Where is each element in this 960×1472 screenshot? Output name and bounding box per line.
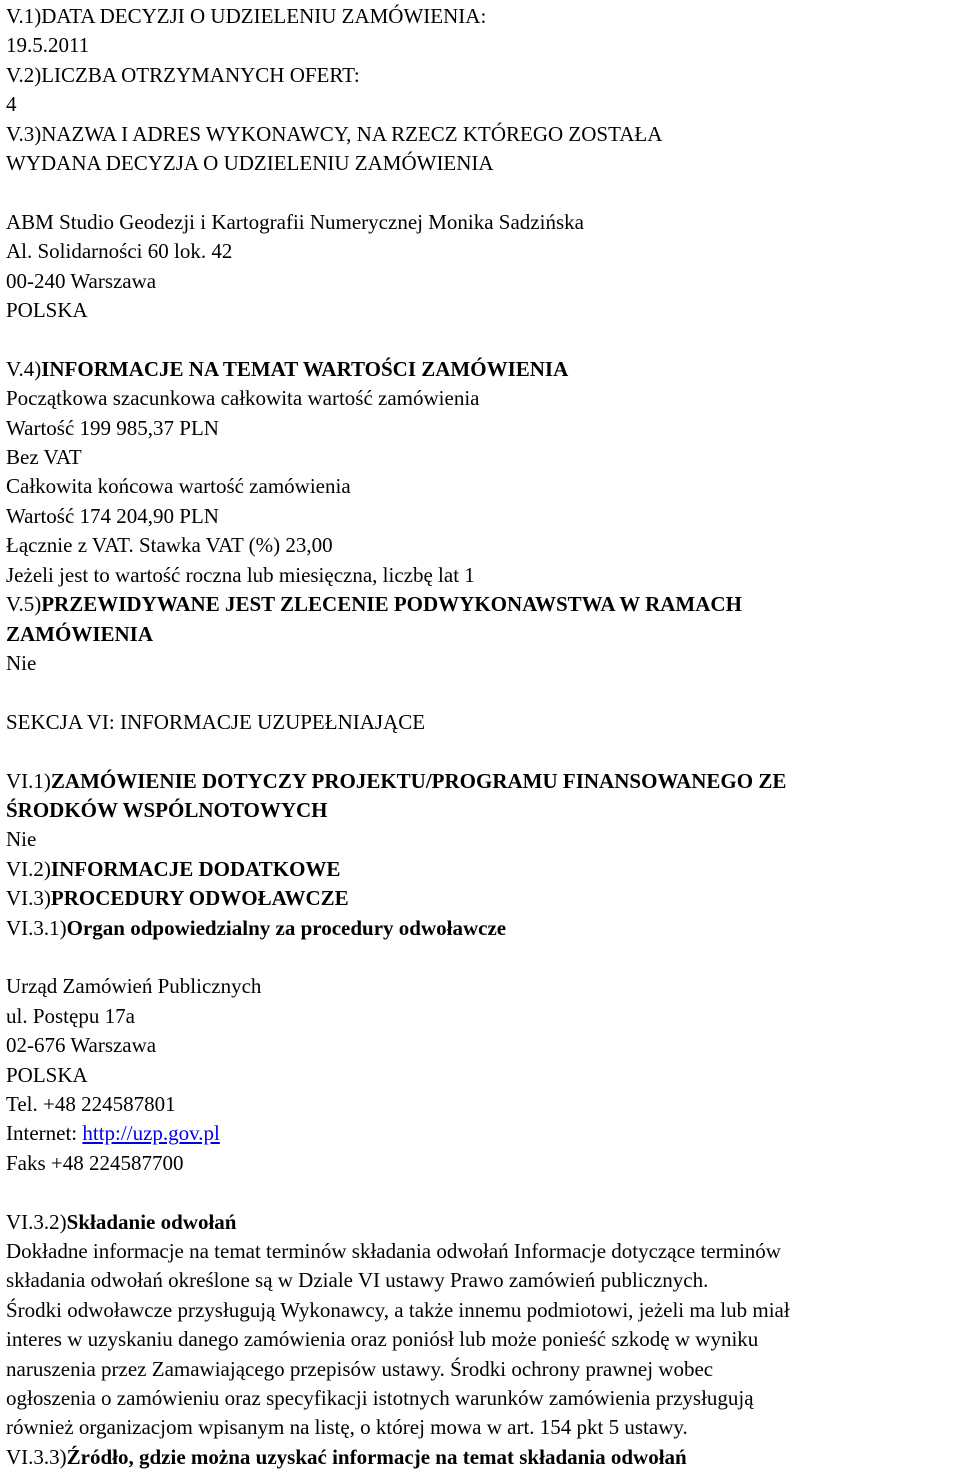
authority-fax: Faks +48 224587700 [6,1150,184,1175]
authority-line: POLSKA [6,1062,88,1087]
spacer [6,325,960,354]
contractor-name: ABM Studio Geodezji i Kartografii Numerycznej Monika Sadzińska [6,209,584,234]
section-vi32-heading [6,1208,960,1237]
appeal-text-line: również organizacjom wpisanym na listę, o której mowa w art. 154 pkt 5 ustawy. [6,1415,688,1440]
section-v3-heading [6,120,960,149]
offers-count: 4 [6,92,17,117]
section-v4-heading [6,355,960,384]
section-v1-title: DATA DECYZJI O UDZIELENIU ZAMÓWIENIA: [41,4,487,28]
section-v3-prefix: V.3) [6,121,42,146]
section-vi1-prefix: VI.1) [6,768,51,793]
section-vi32-prefix: VI.3.2) [6,1209,67,1234]
section-v2-prefix: V.2) [6,62,42,87]
authority-line: ul. Postępu 17a [6,1003,135,1028]
authority-internet [6,1119,960,1148]
section-v5-title-line2: ZAMÓWIENIA [6,621,154,646]
section-v2-heading [6,61,960,90]
value-line: Łącznie z VAT. Stawka VAT (%) 23,00 [6,533,333,558]
section-vi33-title: Źródło, gdzie można uzyskać informacje na temat składania odwołań [66,1444,687,1469]
section-vi33-heading [6,1443,960,1472]
value-line: Wartość 174 204,90 PLN [6,503,219,528]
section-vi3-prefix: VI.3) [6,886,51,911]
section-vi2-prefix: VI.2) [6,856,51,881]
section-v2-title: LICZBA OTRZYMANYCH OFERT: [41,62,360,87]
subcontract-answer: Nie [6,650,37,675]
section-v3-title-line2: WYDANA DECYZJA O UDZIELENIU ZAMÓWIENIA [6,151,494,176]
internet-label: Internet: [6,1121,83,1146]
section-v5-heading [6,590,960,619]
section-vi31-title: Organ odpowiedzialny za procedury odwoławcze [66,915,507,940]
decision-date: 19.5.2011 [6,33,90,58]
appeal-text-line: Dokładne informacje na temat terminów składania odwołań Informacje dotyczące terminów [6,1238,781,1263]
spacer [6,678,960,707]
section-vi1-heading [6,767,960,796]
section-vi-title: SEKCJA VI: INFORMACJE UZUPEŁNIAJĄCE [6,709,426,734]
section-v4-prefix: V.4) [6,356,42,381]
section-v5-title-line1: PRZEWIDYWANE JEST ZLECENIE PODWYKONAWSTWA W RAMACH [41,592,742,617]
value-line: Całkowita końcowa wartość zamówienia [6,474,351,499]
section-vi33-prefix: VI.3.3) [6,1444,67,1469]
section-v5-prefix: V.5) [6,592,42,617]
section-v1-heading [6,2,960,31]
value-line: Bez VAT [6,445,82,470]
contractor-city: 00-240 Warszawa [6,268,157,293]
value-line: Wartość 199 985,37 PLN [6,415,219,440]
appeal-text-line: interes w uzyskaniu danego zamówienia oraz poniósł lub może ponieść szkodę w wyniku [6,1327,759,1352]
eu-funds-answer: Nie [6,827,37,852]
spacer [6,178,960,207]
section-v3-title-line1: NAZWA I ADRES WYKONAWCY, NA RZECZ KTÓREGO ZOSTAŁA [41,121,663,146]
section-vi2-heading [6,855,960,884]
section-vi31-heading [6,914,960,943]
value-line: Początkowa szacunkowa całkowita wartość zamówienia [6,386,480,411]
section-v4-title: INFORMACJE NA TEMAT WARTOŚCI ZAMÓWIENIA [41,356,569,381]
section-vi3-heading [6,884,960,913]
section-vi32-title: Składanie odwołań [66,1209,237,1234]
section-vi2-title: INFORMACJE DODATKOWE [50,856,341,881]
contractor-street: Al. Solidarności 60 lok. 42 [6,239,233,264]
section-v1-prefix: V.1) [6,4,42,28]
appeal-text-line: Środki odwoławcze przysługują Wykonawcy, a także innemu podmiotowi, jeżeli ma lub miał [6,1297,790,1322]
appeal-text-line: ogłoszenia o zamówieniu oraz specyfikacji istotnych warunków zamówienia przysługują [6,1386,754,1410]
value-line: Jeżeli jest to wartość roczna lub miesięczna, liczbę lat 1 [6,562,475,587]
uzp-website-link[interactable]: http://uzp.gov.pl [82,1121,220,1146]
appeal-text-line: naruszenia przez Zamawiającego przepisów ustawy. Środki ochrony prawnej wobec [6,1356,714,1381]
authority-line: Urząd Zamówień Publicznych [6,974,262,999]
appeal-text-line: składania odwołań określone są w Dziale VI ustawy Prawo zamówień publicznych. [6,1268,709,1293]
section-vi3-title: PROCEDURY ODWOŁAWCZE [50,886,349,911]
spacer [6,943,960,972]
section-vi31-prefix: VI.3.1) [6,915,67,940]
contractor-country: POLSKA [6,298,88,323]
spacer [6,1178,960,1207]
authority-line: 02-676 Warszawa [6,1033,157,1058]
spacer [6,737,960,766]
authority-phone: Tel. +48 224587801 [6,1091,176,1116]
section-vi1-title-line1: ZAMÓWIENIE DOTYCZY PROJEKTU/PROGRAMU FINANSOWANEGO ZE [50,768,787,793]
section-vi1-title-line2: ŚRODKÓW WSPÓLNOTOWYCH [6,797,328,822]
